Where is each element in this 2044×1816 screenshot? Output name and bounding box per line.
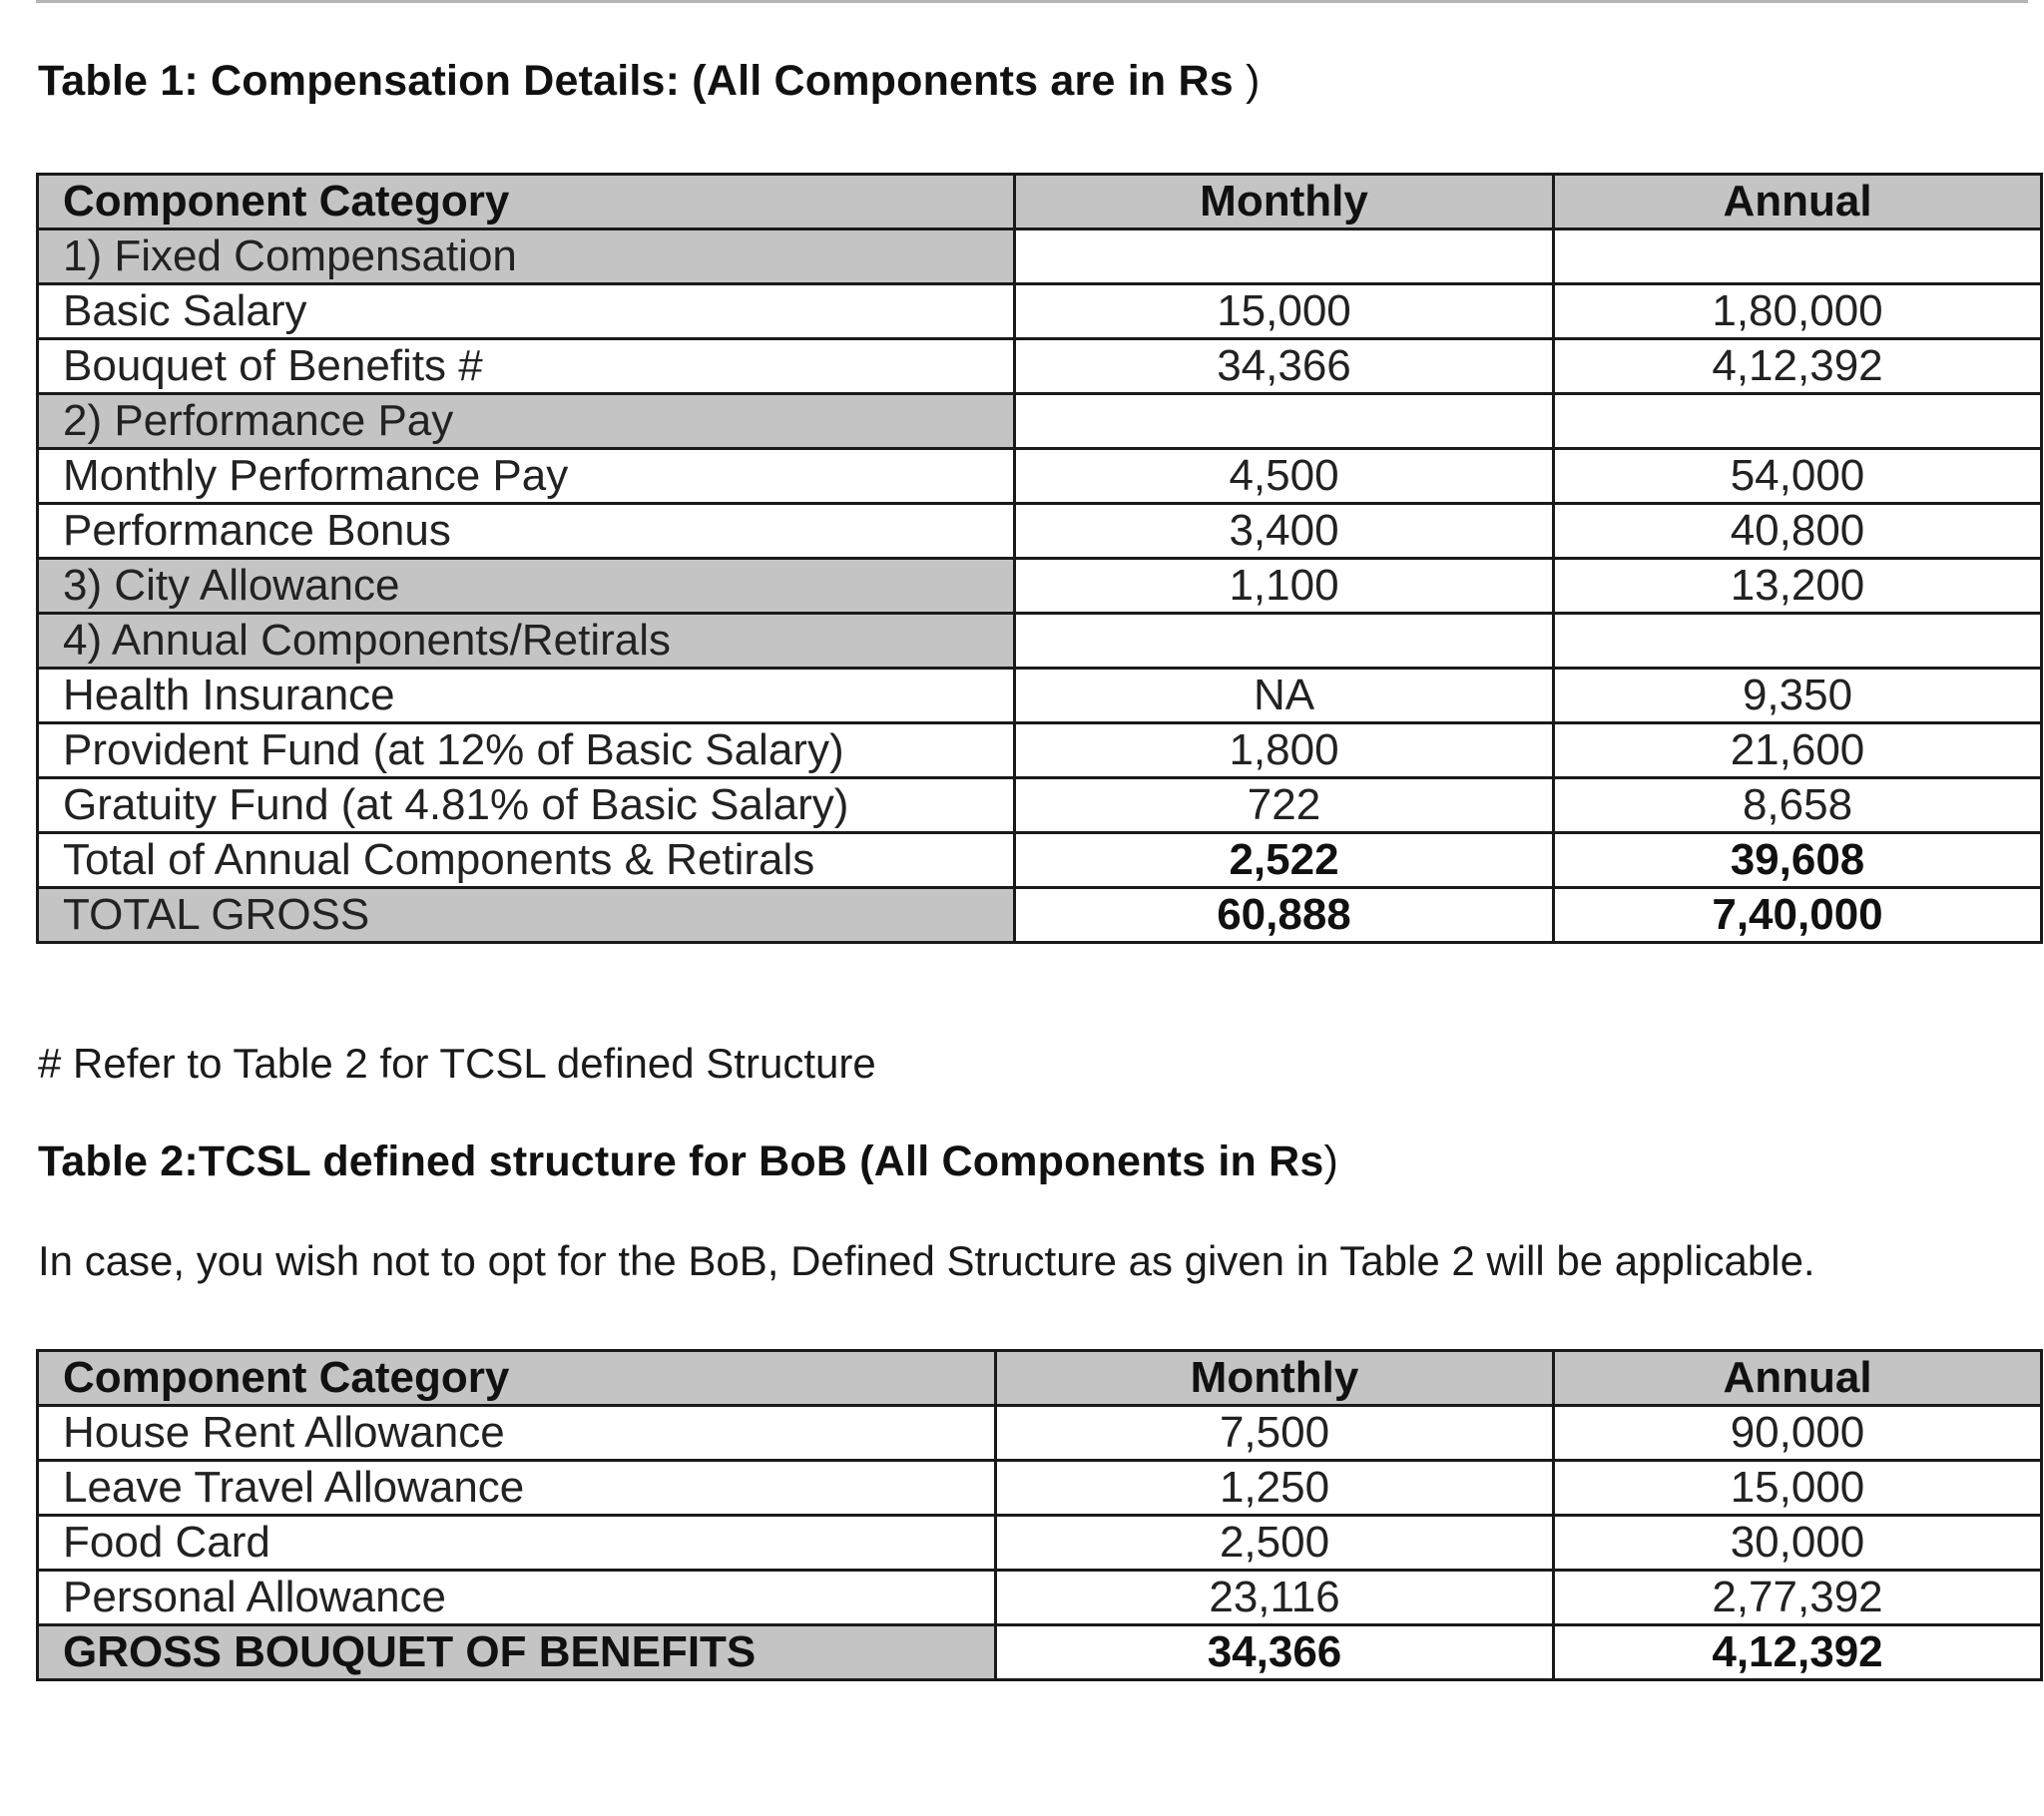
row-monthly: 7,500 xyxy=(996,1406,1554,1461)
row-label: 4) Annual Components/Retirals xyxy=(38,614,1015,669)
row-monthly: 60,888 xyxy=(1015,888,1554,943)
table-row-bouquet-of-benefits xyxy=(38,339,2042,394)
table-row-health-insurance xyxy=(38,669,2042,723)
table2-title-text: Table 2:TCSL defined structure for BoB (All Components in Rs xyxy=(38,1137,1324,1185)
row-monthly: 3,400 xyxy=(1015,504,1554,559)
table-header-row xyxy=(38,1351,2042,1406)
row-annual: 7,40,000 xyxy=(1554,888,2042,943)
row-label: 2) Performance Pay xyxy=(38,394,1015,449)
row-monthly: NA xyxy=(1015,669,1554,723)
row-monthly: 34,366 xyxy=(996,1625,1554,1680)
table-row-leave-travel-allowance xyxy=(38,1461,2042,1516)
table-row-gross-bouquet xyxy=(38,1625,2042,1680)
table-row-gratuity-fund xyxy=(38,778,2042,833)
compensation-table xyxy=(36,173,2043,944)
table-row-performance-pay xyxy=(38,394,2042,449)
row-annual: 30,000 xyxy=(1554,1516,2042,1571)
row-annual: 4,12,392 xyxy=(1554,339,2042,394)
row-monthly xyxy=(1015,614,1554,669)
row-monthly xyxy=(1015,394,1554,449)
table-row-annual-components xyxy=(38,614,2042,669)
row-annual: 2,77,392 xyxy=(1554,1571,2042,1625)
row-label: 3) City Allowance xyxy=(38,559,1015,614)
row-annual: 15,000 xyxy=(1554,1461,2042,1516)
table2-title-suffix: ) xyxy=(1323,1137,1339,1185)
header-component-category: Component Category xyxy=(38,1351,996,1406)
row-monthly: 2,500 xyxy=(996,1516,1554,1571)
row-label: Provident Fund (at 12% of Basic Salary) xyxy=(38,723,1015,778)
table-row-performance-bonus xyxy=(38,504,2042,559)
row-label: Gratuity Fund (at 4.81% of Basic Salary) xyxy=(38,778,1015,833)
row-label: Health Insurance xyxy=(38,669,1015,723)
table1-title-text: Table 1: Compensation Details: (All Components are in Rs xyxy=(38,57,1234,105)
table-row-personal-allowance xyxy=(38,1571,2042,1625)
row-label: Food Card xyxy=(38,1516,996,1571)
table-row-food-card xyxy=(38,1516,2042,1571)
table2-title xyxy=(38,1137,1338,1186)
row-annual xyxy=(1554,614,2042,669)
row-monthly: 1,100 xyxy=(1015,559,1554,614)
row-label: GROSS BOUQUET OF BENEFITS xyxy=(38,1625,996,1680)
table-row-fixed-compensation xyxy=(38,229,2042,284)
header-monthly: Monthly xyxy=(1015,175,1554,229)
row-annual: 8,658 xyxy=(1554,778,2042,833)
row-monthly: 15,000 xyxy=(1015,284,1554,339)
row-monthly: 722 xyxy=(1015,778,1554,833)
row-annual: 13,200 xyxy=(1554,559,2042,614)
row-annual: 54,000 xyxy=(1554,449,2042,504)
row-label: Basic Salary xyxy=(38,284,1015,339)
row-annual: 39,608 xyxy=(1554,833,2042,888)
table-row-city-allowance xyxy=(38,559,2042,614)
row-annual xyxy=(1554,229,2042,284)
row-monthly: 2,522 xyxy=(1015,833,1554,888)
row-monthly: 34,366 xyxy=(1015,339,1554,394)
table-row-provident-fund xyxy=(38,723,2042,778)
row-label: Total of Annual Components & Retirals xyxy=(38,833,1015,888)
row-annual: 1,80,000 xyxy=(1554,284,2042,339)
row-label: TOTAL GROSS xyxy=(38,888,1015,943)
row-label: Personal Allowance xyxy=(38,1571,996,1625)
row-annual: 21,600 xyxy=(1554,723,2042,778)
row-annual: 4,12,392 xyxy=(1554,1625,2042,1680)
row-label: Leave Travel Allowance xyxy=(38,1461,996,1516)
row-monthly: 23,116 xyxy=(996,1571,1554,1625)
header-component-category: Component Category xyxy=(38,175,1015,229)
table1-title-suffix: ) xyxy=(1246,57,1261,105)
header-annual: Annual xyxy=(1554,1351,2042,1406)
table1-title xyxy=(38,57,1261,106)
table-row-house-rent-allowance xyxy=(38,1406,2042,1461)
table-row-total-gross xyxy=(38,888,2042,943)
row-annual: 9,350 xyxy=(1554,669,2042,723)
row-label: Bouquet of Benefits # xyxy=(38,339,1015,394)
table-row-basic-salary xyxy=(38,284,2042,339)
row-monthly: 1,250 xyxy=(996,1461,1554,1516)
top-divider xyxy=(36,0,2028,3)
table-row-total-annual-components xyxy=(38,833,2042,888)
row-label: 1) Fixed Compensation xyxy=(38,229,1015,284)
bob-structure-table xyxy=(36,1349,2043,1681)
row-label: Monthly Performance Pay xyxy=(38,449,1015,504)
header-monthly: Monthly xyxy=(996,1351,1554,1406)
row-annual: 40,800 xyxy=(1554,504,2042,559)
row-monthly xyxy=(1015,229,1554,284)
row-monthly: 1,800 xyxy=(1015,723,1554,778)
table2-note: In case, you wish not to opt for the BoB, Defined Structure as given in Table 2 will be applicable. xyxy=(38,1237,1815,1284)
row-annual xyxy=(1554,394,2042,449)
row-annual: 90,000 xyxy=(1554,1406,2042,1461)
table-header-row xyxy=(38,175,2042,229)
table-row-monthly-performance-pay xyxy=(38,449,2042,504)
footnote: # Refer to Table 2 for TCSL defined Structure xyxy=(38,1040,876,1087)
row-label: House Rent Allowance xyxy=(38,1406,996,1461)
header-annual: Annual xyxy=(1554,175,2042,229)
row-monthly: 4,500 xyxy=(1015,449,1554,504)
row-label: Performance Bonus xyxy=(38,504,1015,559)
